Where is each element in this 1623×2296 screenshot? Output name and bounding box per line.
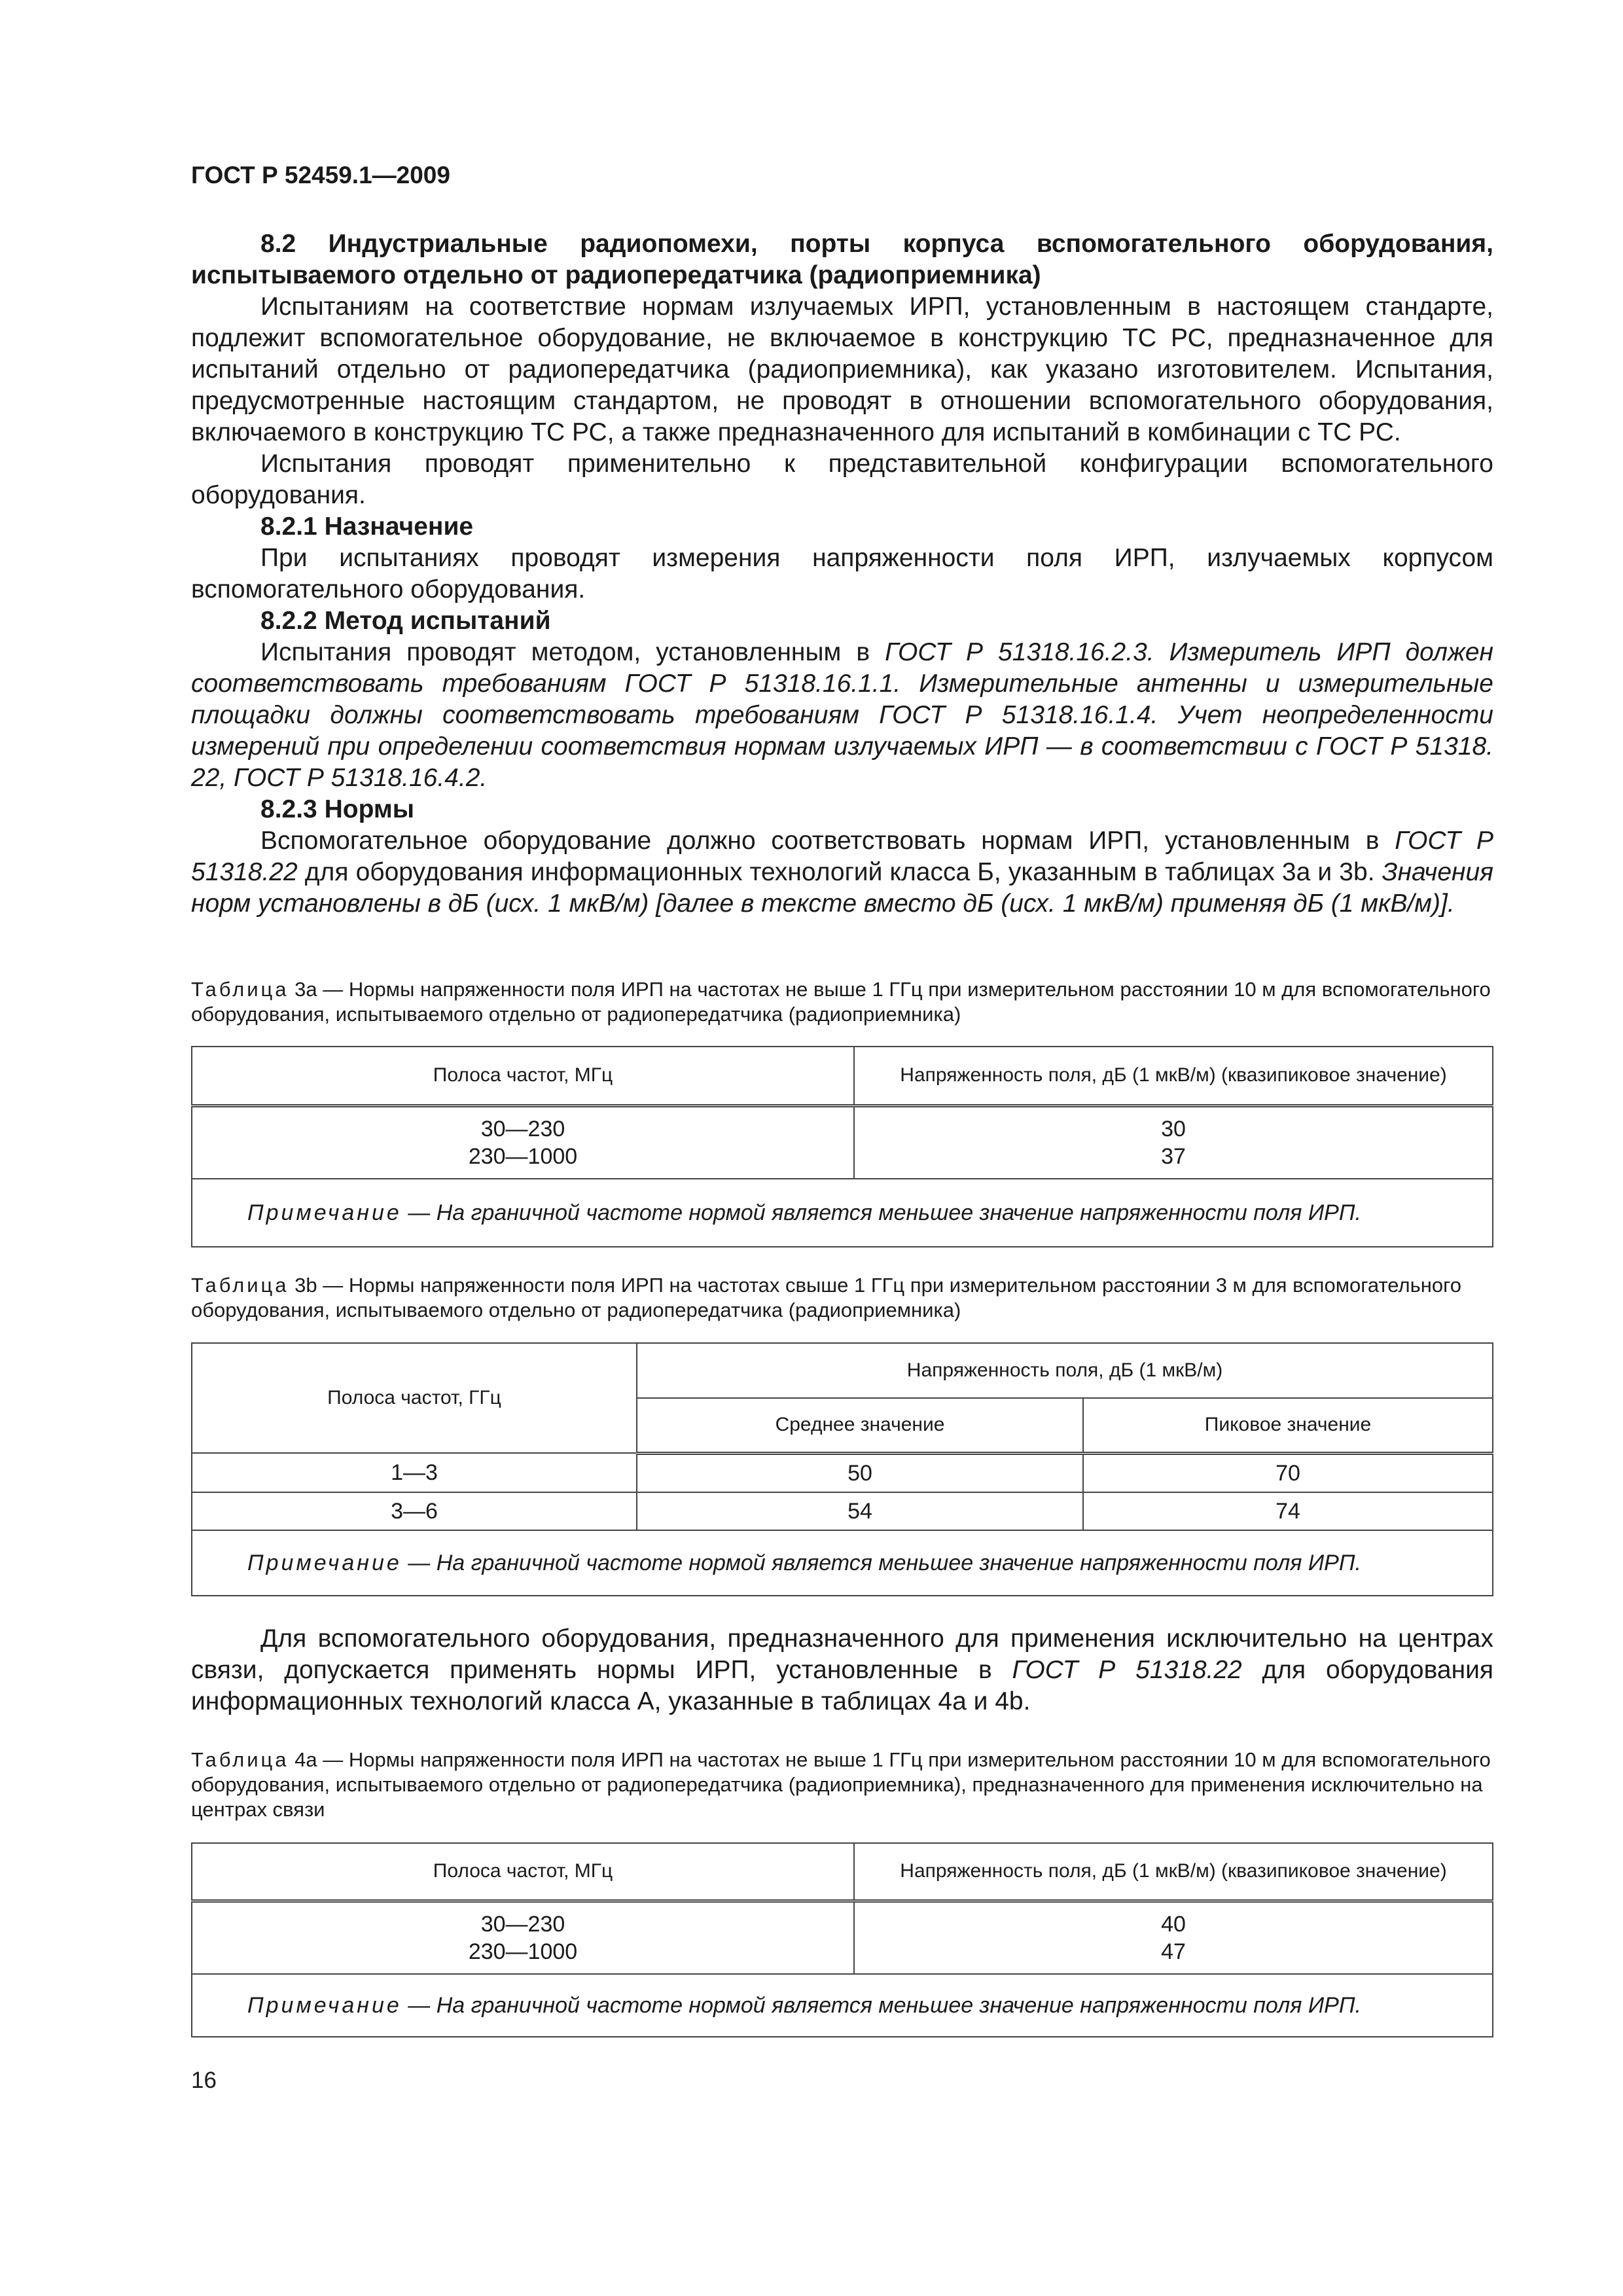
caption-label: Таблица (191, 978, 289, 1001)
column-header: Напряженность поля, дБ (1 мкВ/м) (квазипиковое значение) (854, 1047, 1493, 1105)
table-cell: 54 (637, 1492, 1083, 1530)
cell-value: 230—1000 (468, 1143, 578, 1169)
column-header: Напряженность поля, дБ (1 мкВ/м) (квазипиковое значение) (854, 1843, 1493, 1901)
column-header: Полоса частот, ГГц (192, 1343, 637, 1453)
cell-value: 230—1000 (468, 1939, 578, 1964)
table-note (192, 1179, 1493, 1247)
cell-value: 30 (1161, 1116, 1186, 1141)
table-caption (191, 1748, 1493, 1822)
cell-value: 40 (1161, 1911, 1186, 1937)
paragraph: Испытаниям на соответствие нормам излучаемых ИРП, установленным в настоящем стандарте, подлежит вспомогательное оборудование, не включаемое в конструкцию ТС РС, предназначенное для испытаний отдельно от радиопередатчика (радиоприемника), как указано изготовителем. Испытания, предусмотренные настоящим стандартом, не проводят в отношении вспомогательного оборудования, включаемого в конструкцию ТС РС, а также предназначенного для испытаний в комбинации с ТС РС. (191, 293, 1493, 446)
cell-value: 30—230 (480, 1116, 565, 1141)
text-run: для оборудования информационных технологий класса Б, указанным в таблицах 3а и 3b. (297, 858, 1382, 886)
table-cell: 50 (637, 1453, 1083, 1492)
column-header: Напряженность поля, дБ (1 мкВ/м) (637, 1343, 1493, 1398)
text-run: Значения норм установлены в дБ (исх. 1 мкВ/м) [далее в тексте вместо дБ (исх. 1 мкВ/м) применяя дБ (1 мкВ/м)]. (191, 858, 1493, 918)
column-header: Полоса частот, МГц (192, 1843, 854, 1901)
note-text: — На граничной частоте нормой является меньшее значение напряженности поля ИРП. (401, 1200, 1361, 1225)
note-text: — На граничной частоте нормой является меньшее значение напряженности поля ИРП. (401, 1993, 1361, 2018)
cell-value: 47 (1161, 1939, 1186, 1964)
caption-text: 4а — Нормы напряженности поля ИРП на частотах не выше 1 ГГц при измерительном расстоянии 10 м для вспомогательного оборудования, испытываемого отдельно от радиопередатчика (радиоприемника), предназначенного для применения исключительно на центрах связи (191, 1748, 1491, 1821)
column-header: Пиковое значение (1083, 1398, 1493, 1453)
standard-reference: ГОСТ Р 51318.22 (1012, 1656, 1242, 1684)
caption-label: Таблица (191, 1748, 289, 1771)
cell-value: 37 (1161, 1143, 1186, 1169)
table-cell: 1—3 (192, 1453, 637, 1492)
text-run: Для вспомогательного оборудования, предназначенного для применения исключительно на центрах связи, допускается применять нормы ИРП, установленные в (191, 1624, 1493, 1684)
paragraph: При испытаниях проводят измерения напряженности поля ИРП, излучаемых корпусом вспомогательного оборудования. (191, 544, 1493, 603)
section-body (191, 228, 1493, 920)
table-caption (191, 977, 1493, 1027)
table-4a (191, 1842, 1493, 2037)
standard-reference: ГОСТ Р 51318.16.2.3. Измеритель ИРП должен соответствовать требованиям ГОСТ Р 51318.16.1.1. Измерительные антенны и измерительные площадки должны соответствовать требованиям ГОСТ Р 51318.16.1.4. Учет неопределенности измерений при определении соответствия нормам излучаемых ИРП — в соответствии с ГОСТ Р 51318. 22, ГОСТ Р 51318.16.4.2. (191, 638, 1493, 792)
standard-reference: ГОСТ Р 51318.22 (191, 827, 1493, 886)
table-cell (854, 1105, 1493, 1179)
paragraph: Испытания проводят применительно к представительной конфигурации вспомогательного оборудования. (191, 450, 1493, 509)
text-run: Испытания проводят методом, установленным в (260, 638, 885, 666)
text-run: Вспомогательное оборудование должно соответствовать нормам ИРП, установленным в (260, 827, 1395, 855)
table-note (192, 1530, 1493, 1596)
text-run: для оборудования информационных технологий класса А, указанные в таблицах 4а и 4b. (191, 1656, 1494, 1715)
table-cell: 74 (1083, 1492, 1493, 1530)
caption-label: Таблица (191, 1274, 289, 1297)
column-header: Полоса частот, МГц (192, 1047, 854, 1105)
note-label: Примечание (247, 1551, 402, 1575)
caption-text: 3b — Нормы напряженности поля ИРП на частотах свыше 1 ГГц при измерительном расстоянии 3 м для вспомогательного оборудования, испытываемого отдельно от радиопередатчика (радиоприемника) (191, 1274, 1461, 1321)
paragraph (191, 637, 1493, 794)
cell-value: 30—230 (480, 1911, 565, 1937)
document-id: ГОСТ Р 52459.1—2009 (191, 162, 450, 188)
table-3a (191, 1046, 1493, 1247)
table-cell: 3—6 (192, 1492, 637, 1530)
paragraph (191, 1623, 1493, 1717)
page-number: 16 (191, 2068, 217, 2093)
subsection-title: 8.2.2 Метод испытаний (260, 607, 551, 635)
column-header: Среднее значение (637, 1398, 1083, 1453)
paragraph (191, 825, 1493, 920)
note-label: Примечание (247, 1993, 402, 2018)
table-cell (192, 1901, 854, 1974)
caption-text: 3а — Нормы напряженности поля ИРП на частотах не выше 1 ГГц при измерительном расстоянии 10 м для вспомогательного оборудования, испытываемого отдельно от радиопередатчика (радиоприемника) (191, 978, 1491, 1026)
note-text: — На граничной частоте нормой является меньшее значение напряженности поля ИРП. (401, 1551, 1361, 1575)
subsection-title: 8.2.1 Назначение (260, 512, 474, 541)
subsection-title: 8.2.3 Нормы (260, 795, 415, 823)
section-title: 8.2 Индустриальные радиопомехи, порты корпуса вспомогательного оборудования, испытываемого отдельно от радиопередатчика (радиоприемника) (191, 230, 1493, 289)
table-cell: 70 (1083, 1453, 1493, 1492)
table-caption (191, 1273, 1493, 1323)
table-cell (854, 1901, 1493, 1974)
note-label: Примечание (247, 1200, 402, 1225)
table-note (192, 1974, 1493, 2037)
table-cell (192, 1105, 854, 1179)
table-3b (191, 1342, 1493, 1596)
